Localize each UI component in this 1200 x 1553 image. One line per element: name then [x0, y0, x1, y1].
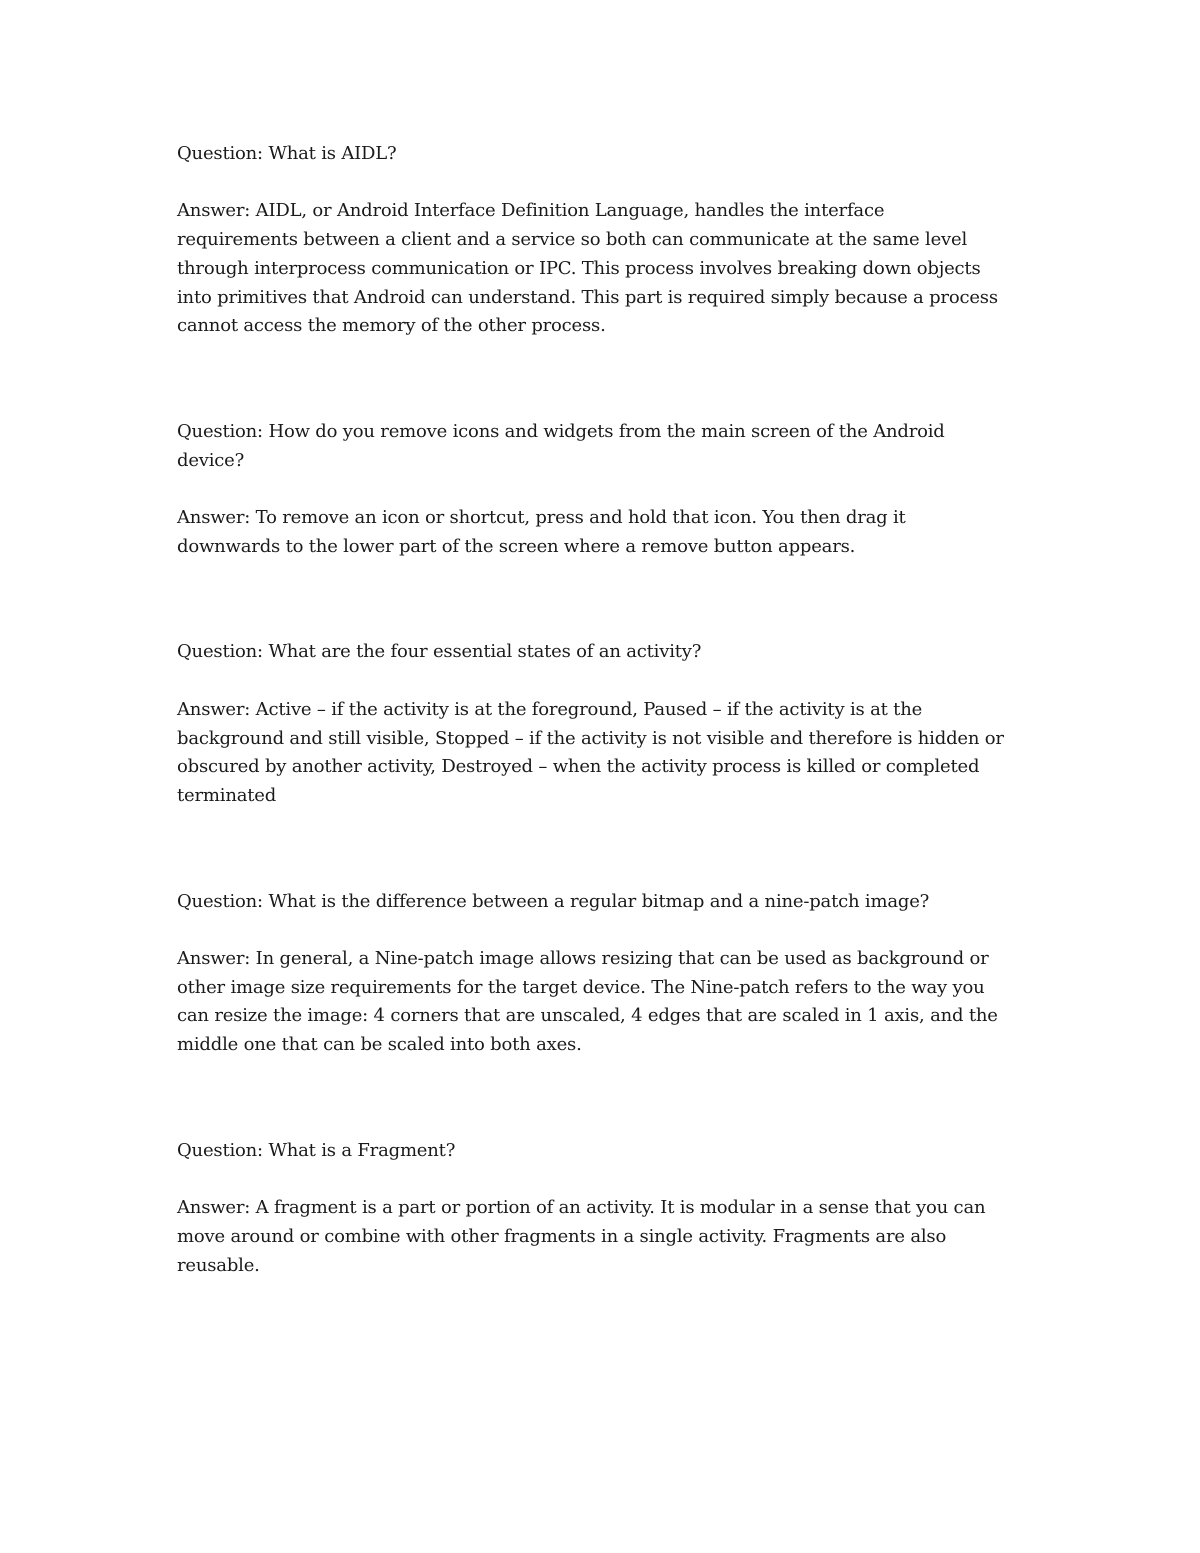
question-activity-states [177, 638, 1037, 667]
qa-block-fragment [177, 1137, 1037, 1281]
answer-line: Answer: A fragment is a part or portion of an activity. It is modular in a sense that you can [177, 1197, 986, 1219]
answer-line: background and still visible, Stopped – if the activity is not visible and therefore is hidden or [177, 727, 1004, 749]
spacer [177, 1060, 1037, 1137]
answer-line: Answer: In general, a Nine-patch image allows resizing that can be used as background or [177, 948, 989, 969]
question-line: Question: How do you remove icons and widgets from the main screen of the Android [177, 420, 945, 442]
answer-line: terminated [177, 784, 277, 806]
spacer [177, 341, 1037, 418]
answer-line: reusable. [177, 1254, 260, 1276]
qa-block-nine-patch [177, 888, 1037, 1060]
question-line: device? [177, 449, 245, 471]
answer-line: can resize the image: 4 corners that are unscaled, 4 edges that are scaled in 1 axis, and the [177, 1005, 998, 1027]
answer-fragment [177, 1194, 1037, 1280]
answer-line: middle one that can be scaled into both axes. [177, 1034, 582, 1056]
question-nine-patch [177, 888, 1037, 917]
qa-block-activity-states [177, 638, 1037, 810]
document-body [177, 140, 1037, 1280]
answer-line: cannot access the memory of the other process. [177, 315, 606, 337]
answer-remove-icons [177, 504, 1037, 561]
qa-block-aidl [177, 140, 1037, 341]
answer-aidl [177, 197, 1037, 341]
spacer [177, 811, 1037, 888]
question-line: Question: What are the four essential states of an activity? [177, 641, 702, 663]
qa-block-remove-icons [177, 418, 1037, 562]
question-fragment [177, 1137, 1037, 1166]
answer-line: move around or combine with other fragments in a single activity. Fragments are also [177, 1225, 947, 1247]
answer-line: into primitives that Android can understand. This part is required simply because a process [177, 286, 998, 308]
answer-line: Answer: AIDL, or Android Interface Definition Language, handles the interface [177, 200, 885, 222]
answer-line: downwards to the lower part of the screen where a remove button appears. [177, 535, 856, 557]
answer-nine-patch [177, 945, 1037, 1060]
answer-line: through interprocess communication or IPC. This process involves breaking down objects [177, 257, 981, 279]
answer-line: requirements between a client and a service so both can communicate at the same level [177, 229, 968, 251]
question-line: Question: What is the difference between a regular bitmap and a nine-patch image? [177, 890, 930, 912]
question-line: Question: What is a Fragment? [177, 1139, 456, 1161]
answer-activity-states [177, 696, 1037, 811]
question-line: Question: What is AIDL? [177, 143, 397, 164]
question-aidl [177, 140, 1037, 169]
answer-line: other image size requirements for the target device. The Nine-patch refers to the way you [177, 976, 985, 998]
answer-line: obscured by another activity, Destroyed – when the activity process is killed or completed [177, 756, 980, 778]
question-remove-icons [177, 418, 1037, 475]
answer-line: Answer: Active – if the activity is at the foreground, Paused – if the activity is at the [177, 698, 923, 720]
spacer [177, 561, 1037, 638]
answer-line: Answer: To remove an icon or shortcut, press and hold that icon. You then drag it [177, 507, 906, 528]
